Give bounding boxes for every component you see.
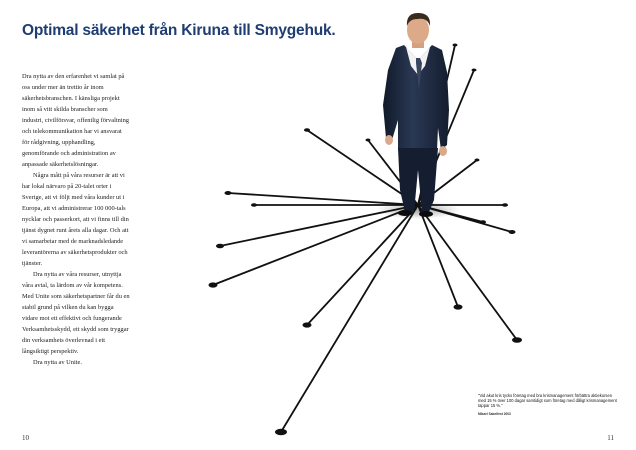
pull-quote: [478, 393, 618, 417]
node-dot: [303, 322, 312, 327]
body-paragraph: Dra nytta av den erfarenhet vi samlat på oss under mer än trettio år inom säkerhetsbranschen. I känsliga projekt inom så vitt skilda branscher som industri, civilförsvar, offentlig förvaltning och telekommunikation har vi ansvarat för rådgivning, upphandling, genomförande och administration av anpassade säkerhetslösningar.: [22, 73, 130, 168]
node-dot: [512, 337, 522, 343]
node-dot: [225, 191, 232, 195]
body-paragraph: Dra nytta av Unite.: [33, 359, 82, 366]
body-paragraph: Dra nytta av våra resurser, utnyttja våra avtal, ta lärdom av vår kompetens. Med Unite som säkerhetspartner får du en stabil grund på vilken du kan bygga vidare mot ett effektivt och fungerande Verksamhetsskydd, ett skydd som tryggar din verksamhets överlevnad i ett långsiktigt perspektiv.: [22, 271, 130, 355]
right-shoe: [419, 211, 433, 217]
radiating-lines: [213, 45, 517, 432]
node-dot: [502, 203, 508, 207]
network-line: [213, 205, 418, 285]
node-dot: [209, 282, 218, 287]
network-line: [418, 205, 458, 307]
node-dot: [304, 128, 310, 132]
page-number-left: 10: [22, 434, 29, 442]
node-dot: [454, 304, 463, 309]
network-line: [307, 205, 418, 325]
network-line: [220, 205, 418, 246]
node-dot: [509, 230, 516, 234]
network-line: [228, 193, 418, 205]
businessman-figure: [383, 13, 449, 217]
page-number-right: 11: [607, 434, 614, 442]
quote-source: Mikael Sabelfest 2003: [478, 411, 511, 416]
node-dot: [475, 159, 480, 162]
node-dot: [453, 44, 458, 47]
quote-text: "Vid akut kris tycks företag med bra krismanagement förbättra aktiekursen med 15 % över 100 dagar samtidigt som företag med dåligt krismanagement tappar 15 %.": [478, 393, 617, 409]
node-dot: [216, 244, 224, 249]
network-line: [418, 205, 517, 340]
node-dot: [472, 69, 477, 72]
node-dot: [251, 203, 257, 207]
network-line: [281, 205, 418, 432]
node-dot: [366, 139, 371, 142]
right-hand: [439, 146, 447, 156]
left-hand: [385, 135, 393, 145]
headline: Optimal säkerhet från Kiruna till Smygehuk.: [22, 22, 336, 39]
node-dot: [480, 220, 486, 224]
left-shoe: [398, 210, 412, 216]
node-dot: [275, 429, 287, 435]
body-paragraph: Några mått på våra resurser är att vi har lokal närvaro på 20-talet orter i Sverige, att vi följt med våra kunder ut i Europa, att vi administrerar 100 000-tals nycklar och passerkort, att vi finns till din tjänst dygnet runt årets alla dagar. Och att vi samarbetar med de marknadsledande leverantörerna av säkerhetsprodukter och tjänster.: [22, 172, 129, 267]
